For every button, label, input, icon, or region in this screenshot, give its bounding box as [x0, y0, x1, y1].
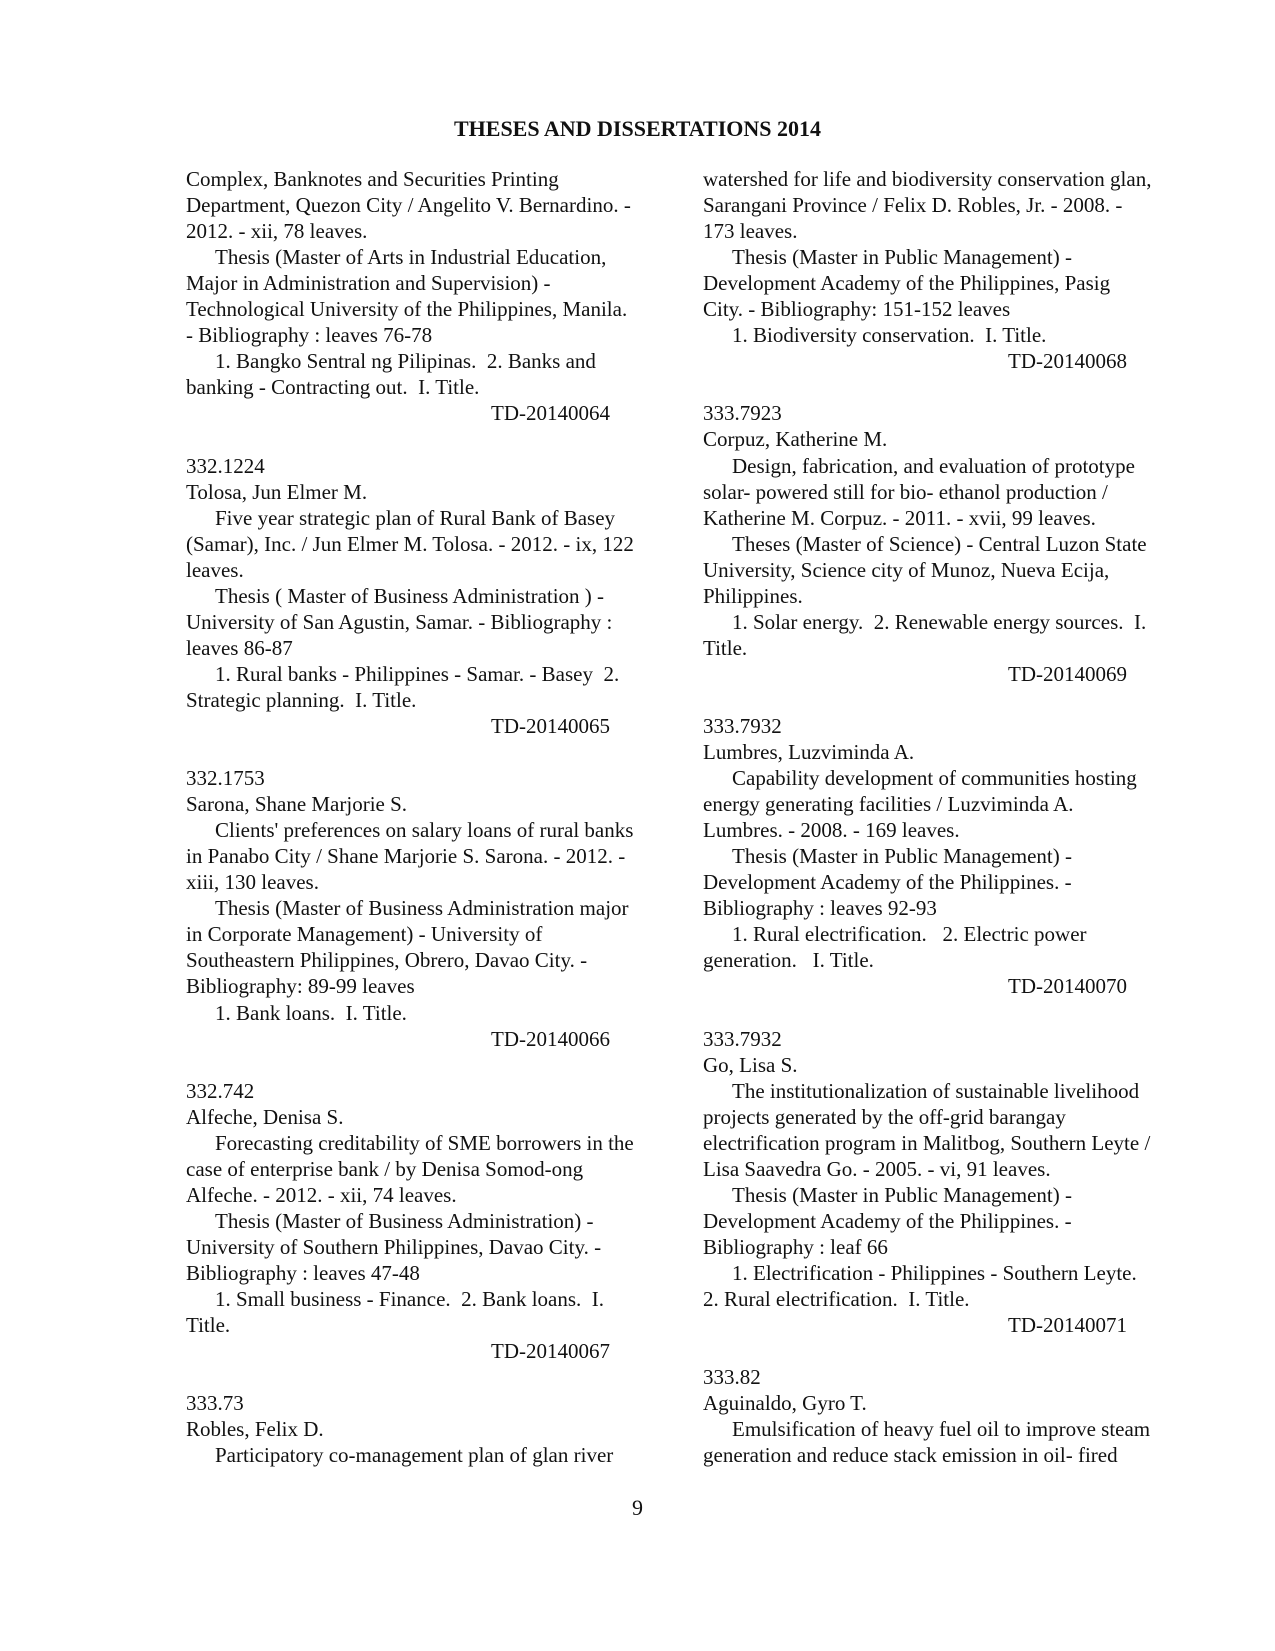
entry-line: City. - Bibliography: 151-152 leaves	[703, 297, 1011, 322]
entry-line: Title.	[186, 1313, 231, 1338]
entry-line: Southeastern Philippines, Obrero, Davao City. -	[186, 948, 588, 973]
entry-line: 333.73	[186, 1391, 244, 1416]
page-number: 9	[632, 1495, 643, 1520]
entry-line: 333.82	[703, 1365, 761, 1390]
entry-line: Thesis (Master in Public Management) -	[732, 245, 1072, 270]
entry-line: Five year strategic plan of Rural Bank of Basey	[215, 505, 616, 530]
entry-line: Major in Administration and Supervision) -	[186, 271, 551, 296]
entry-line: University of San Agustin, Samar. - Bibliography :	[186, 609, 613, 634]
entry-line: Thesis (Master of Business Administration major	[215, 896, 629, 921]
entry-line: Tolosa, Jun Elmer M.	[186, 479, 368, 504]
entry-line: 1. Electrification - Philippines - Southern Leyte.	[732, 1260, 1137, 1285]
entry-spacer	[186, 1364, 676, 1390]
entry-line: Participatory co-management plan of glan river	[215, 1443, 614, 1468]
entry-line: University of Southern Philippines, Davao City. -	[186, 1234, 602, 1259]
entry-line: banking - Contracting out. I. Title.	[186, 375, 480, 400]
entry-spacer	[186, 426, 676, 452]
entry-line: Development Academy of the Philippines, Pasig	[703, 271, 1111, 296]
entry-line: Thesis (Master in Public Management) -	[732, 1182, 1072, 1207]
entry-line: - Bibliography : leaves 76-78	[186, 323, 433, 348]
entry-line: Bibliography : leaves 47-48	[186, 1260, 420, 1285]
entry-line: Alfeche, Denisa S.	[186, 1104, 344, 1129]
accession-number: TD-20140064	[491, 401, 610, 426]
entry-line: Sarona, Shane Marjorie S.	[186, 792, 408, 817]
entry-line: 333.7923	[703, 401, 782, 426]
entry-line: 1. Bangko Sentral ng Pilipinas. 2. Banks and	[215, 349, 596, 374]
page-title: THESES AND DISSERTATIONS 2014	[453, 116, 822, 141]
entry-line: 333.7932	[703, 713, 782, 738]
entry-line: Strategic planning. I. Title.	[186, 687, 417, 712]
entry-line: (Samar), Inc. / Jun Elmer M. Tolosa. - 2012. - ix, 122	[186, 531, 634, 556]
entry-line: Lumbres, Luzviminda A.	[703, 740, 915, 765]
entry-line: Go, Lisa S.	[703, 1052, 798, 1077]
entry-line: Bibliography: 89-99 leaves	[186, 974, 415, 999]
accession-number: TD-20140071	[1008, 1313, 1127, 1338]
entry-spacer	[703, 374, 1193, 400]
accession-number: TD-20140070	[1008, 974, 1127, 999]
entry-line: 2. Rural electrification. I. Title.	[703, 1287, 970, 1312]
entry-line: in Corporate Management) - University of	[186, 922, 543, 947]
entry-line: leaves 86-87	[186, 635, 293, 660]
entry-line: 333.7932	[703, 1026, 782, 1051]
entry-line: 1. Rural electrification. 2. Electric power	[732, 922, 1087, 947]
entry-line: electrification program in Malitbog, Southern Leyte /	[703, 1130, 1151, 1155]
entry-line: 332.1753	[186, 766, 265, 791]
entry-line: 1. Small business - Finance. 2. Bank loans. I.	[215, 1287, 605, 1312]
entry-line: Sarangani Province / Felix D. Robles, Jr. - 2008. -	[703, 193, 1123, 218]
entry-line: 1. Rural banks - Philippines - Samar. - Basey 2.	[215, 661, 620, 686]
entry-spacer	[186, 739, 676, 765]
entry-spacer	[703, 1338, 1193, 1364]
entry-line: generation. I. Title.	[703, 948, 874, 973]
entry-line: Capability development of communities hosting	[732, 766, 1137, 791]
entry-line: case of enterprise bank / by Denisa Somod-ong	[186, 1156, 584, 1181]
entry-line: Emulsification of heavy fuel oil to improve steam	[732, 1417, 1151, 1442]
entry-line: generation and reduce stack emission in oil- fired	[703, 1443, 1118, 1468]
entry-line: 332.1224	[186, 453, 265, 478]
entry-line: Development Academy of the Philippines. -	[703, 1208, 1072, 1233]
right-column	[703, 166, 1193, 1468]
entry-line: Development Academy of the Philippines. -	[703, 870, 1072, 895]
entry-line: Forecasting creditability of SME borrowers in the	[215, 1130, 634, 1155]
entry-line: xiii, 130 leaves.	[186, 870, 319, 895]
accession-number: TD-20140069	[1008, 661, 1127, 686]
entry-line: 1. Solar energy. 2. Renewable energy sources. I.	[732, 609, 1147, 634]
entry-line: 332.742	[186, 1078, 255, 1103]
entry-line: Philippines.	[703, 583, 803, 608]
entry-line: Complex, Banknotes and Securities Printing	[186, 167, 559, 191]
entry-line: Aguinaldo, Gyro T.	[703, 1391, 867, 1416]
accession-number: TD-20140067	[491, 1339, 610, 1364]
entry-line: Theses (Master of Science) - Central Luzon State	[732, 531, 1147, 556]
entry-line: Alfeche. - 2012. - xii, 74 leaves.	[186, 1182, 457, 1207]
entry-line: in Panabo City / Shane Marjorie S. Sarona. - 2012. -	[186, 844, 626, 869]
accession-number: TD-20140065	[491, 713, 610, 738]
entry-spacer	[703, 1000, 1193, 1026]
entry-line: Katherine M. Corpuz. - 2011. - xvii, 99 leaves.	[703, 505, 1096, 530]
entry-line: solar- powered still for bio- ethanol production /	[703, 479, 1108, 504]
entry-line: leaves.	[186, 557, 244, 582]
entry-line: 1. Biodiversity conservation. I. Title.	[732, 323, 1047, 348]
entry-line: The institutionalization of sustainable livelihood	[732, 1078, 1140, 1103]
entry-line: Thesis (Master in Public Management) -	[732, 844, 1072, 869]
entry-line: Thesis ( Master of Business Administration ) -	[215, 583, 605, 608]
entry-line: Robles, Felix D.	[186, 1417, 324, 1442]
entry-line: energy generating facilities / Luzviminda A.	[703, 792, 1074, 817]
entry-line: Title.	[703, 635, 748, 660]
left-column	[186, 166, 676, 1468]
entry-line: Lisa Saavedra Go. - 2005. - vi, 91 leaves.	[703, 1156, 1051, 1181]
entry-line: Technological University of the Philippines, Manila.	[186, 297, 628, 322]
entry-line: Clients' preferences on salary loans of rural banks	[215, 818, 634, 843]
entry-spacer	[186, 1052, 676, 1078]
entry-line: 173 leaves.	[703, 219, 798, 244]
entry-line: projects generated by the off-grid barangay	[703, 1104, 1066, 1129]
entry-line: Lumbres. - 2008. - 169 leaves.	[703, 818, 960, 843]
accession-number: TD-20140068	[1008, 349, 1127, 374]
entry-line: Bibliography : leaves 92-93	[703, 896, 937, 921]
entry-line: Thesis (Master of Business Administration) -	[215, 1208, 594, 1233]
accession-number: TD-20140066	[491, 1026, 610, 1051]
entry-line: Department, Quezon City / Angelito V. Bernardino. -	[186, 193, 631, 218]
entry-line: Design, fabrication, and evaluation of prototype	[732, 453, 1135, 478]
entry-line: Corpuz, Katherine M.	[703, 427, 888, 452]
entry-spacer	[703, 687, 1193, 713]
entry-line: University, Science city of Munoz, Nueva Ecija,	[703, 557, 1110, 582]
entry-line: Bibliography : leaf 66	[703, 1234, 888, 1259]
entry-line: 1. Bank loans. I. Title.	[215, 1000, 407, 1025]
entry-line: 2012. - xii, 78 leaves.	[186, 219, 368, 244]
entry-line: Thesis (Master of Arts in Industrial Education,	[215, 245, 607, 270]
entry-line: watershed for life and biodiversity conservation glan,	[703, 167, 1152, 191]
